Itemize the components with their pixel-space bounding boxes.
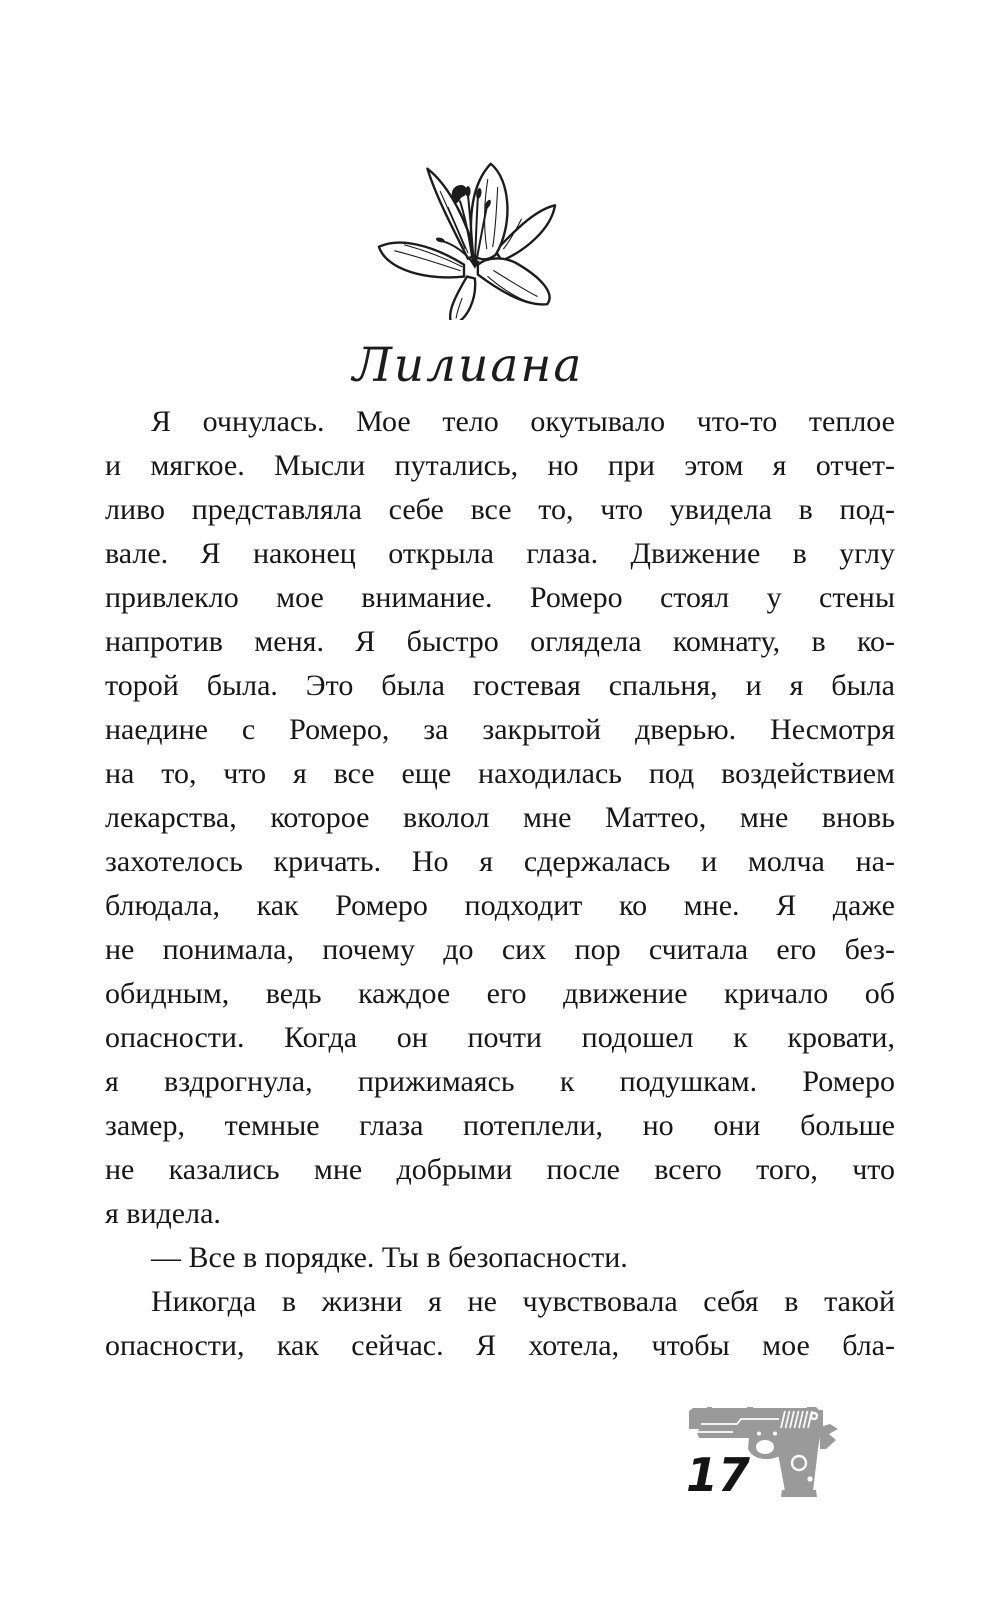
text-line: лекарства, которое вколол мне Маттео, мне вновь bbox=[105, 801, 895, 834]
text-line: Я очнулась. Мое тело окутывало что-то теплое bbox=[151, 405, 895, 438]
text-line: торой была. Это была гостевая спальня, и я была bbox=[105, 669, 895, 702]
text-line: вале. Я наконец открыла глаза. Движение в углу bbox=[105, 537, 895, 570]
text-line: не понимала, почему до сих пор считала его без- bbox=[105, 933, 895, 966]
text-line: замер, темные глаза потеплели, но они больше bbox=[105, 1109, 895, 1142]
text-line: опасности, как сейчас. Я хотела, чтобы мое бла- bbox=[105, 1329, 895, 1362]
text-line: опасности. Когда он почти подошел к кровати, bbox=[105, 1021, 895, 1054]
text-line: обидным, ведь каждое его движение кричало об bbox=[105, 977, 895, 1010]
text-line: на то, что я все еще находилась под воздействием bbox=[105, 757, 895, 790]
page-text bbox=[105, 400, 895, 1368]
text-line: и мягкое. Мысли путались, но при этом я отчет- bbox=[105, 449, 895, 482]
pistol-icon bbox=[689, 1407, 839, 1499]
text-line: Никогда в жизни я не чувствовала себя в такой bbox=[151, 1285, 895, 1318]
text-line: я видела. bbox=[105, 1197, 221, 1230]
text-line: наедине с Ромеро, за закрытой дверью. Несмотря bbox=[105, 713, 895, 746]
text-line: я вздрогнула, прижимаясь к подушкам. Ромеро bbox=[105, 1065, 895, 1098]
lily-flower-icon bbox=[371, 148, 559, 320]
chapter-title: Лилиана bbox=[352, 338, 584, 393]
text-line: привлекло мое внимание. Ромеро стоял у стены bbox=[105, 581, 895, 614]
text-line: не казались мне добрыми после всего того, что bbox=[105, 1153, 895, 1186]
text-line: — Все в порядке. Ты в безопасности. bbox=[151, 1241, 628, 1274]
text-line: ливо представляла себе все то, что увидела в под- bbox=[105, 493, 895, 526]
text-line: напротив меня. Я быстро оглядела комнату, в ко- bbox=[105, 625, 895, 658]
text-line: блюдала, как Ромеро подходит ко мне. Я даже bbox=[105, 889, 895, 922]
text-line: захотелось кричать. Но я сдержалась и молча на- bbox=[105, 845, 895, 878]
page-number: 17 bbox=[685, 1448, 750, 1502]
